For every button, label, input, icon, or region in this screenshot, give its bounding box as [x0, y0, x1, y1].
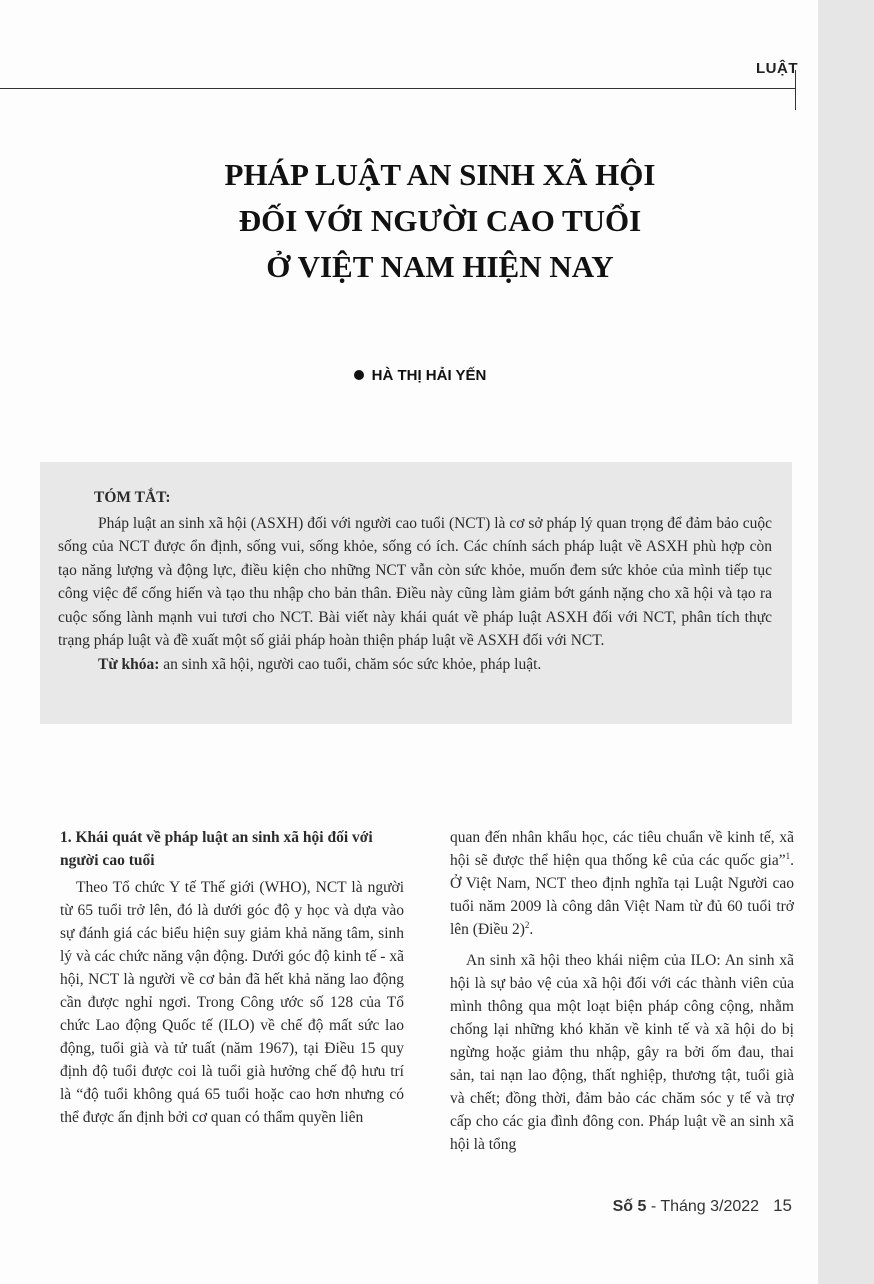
body-column-right: [450, 826, 794, 1156]
article-title: [60, 152, 820, 290]
body-paragraph: An sinh xã hội theo khái niệm của ILO: An sinh xã hội là sự bảo vệ của xã hội đối với các thành viên của mình thông qua một loạt biện pháp công cộng, nhằm chống lại những khó khăn về kinh tế và xã hội do bị ngừng hoặc giảm thu nhập, gây ra bởi ốm đau, thai sản, tai nạn lao động, thất nghiệp, thương tật, tuổi già và chết; đồng thời, đảm bảo các chăm sóc y tế và trợ cấp cho các gia đình đông con. Pháp luật về an sinh xã hội là tổng: [450, 952, 794, 1153]
section-heading: 1. Khái quát về pháp luật an sinh xã hội đối với người cao tuổi: [60, 829, 373, 869]
page-number: 15: [773, 1196, 792, 1215]
footnote-ref: 1: [785, 850, 791, 861]
page-edge-strip: [818, 0, 874, 1284]
paragraph-text: . Ở Việt Nam, NCT theo định nghĩa tại Luật Người cao tuổi năm 2009 là công dân Việt Nam từ đủ 60 tuổi trở lên (Điều 2): [450, 852, 794, 938]
title-line: PHÁP LUẬT AN SINH XÃ HỘI: [224, 157, 656, 192]
issue-label: Số 5: [612, 1198, 647, 1215]
keywords-text: an sinh xã hội, người cao tuổi, chăm sóc sức khỏe, pháp luật.: [159, 655, 542, 673]
issue-date: Tháng 3/2022: [660, 1198, 760, 1215]
page-footer: [560, 1196, 792, 1216]
title-line: Ở VIỆT NAM HIỆN NAY: [266, 249, 614, 284]
abstract: [58, 486, 772, 676]
bullet-icon: [354, 370, 364, 380]
author-line: [0, 367, 840, 384]
body-column-left: [60, 826, 404, 1129]
keywords: [58, 653, 772, 677]
paragraph-text: quan đến nhân khẩu học, các tiêu chuẩn về kinh tế, xã hội sẽ được thể hiện qua thống kê của các quốc gia”: [450, 829, 794, 869]
abstract-text: Pháp luật an sinh xã hội (ASXH) đối với người cao tuổi (NCT) là cơ sở pháp lý quan trọng để đảm bảo cuộc sống của NCT được ổn định, sống vui, sống khỏe, sống có ích. Các chính sách pháp luật về ASXH phù hợp còn tạo năng lượng và động lực, điều kiện cho những NCT vẫn còn sức khỏe, muốn đem sức khỏe của mình tiếp tục công việc để cống hiến và tạo thu nhập cho bản thân. Điều này cũng làm giảm bớt gánh nặng cho xã hội và tạo ra cuộc sống lành mạnh vui tươi cho NCT. Bài viết này khái quát về pháp luật ASXH đối với NCT, phân tích thực trạng pháp luật và đề xuất một số giải pháp hoàn thiện pháp luật về ASXH đối với NCT.: [58, 514, 772, 649]
footnote-ref: 2: [524, 919, 530, 930]
header-rule: [0, 88, 795, 89]
body-paragraph: Theo Tổ chức Y tế Thế giới (WHO), NCT là người từ 65 tuổi trở lên, đó là dưới góc độ y học và dựa vào sự đánh giá các biểu hiện suy giảm khả năng tâm, sinh lý và các chức năng vận động. Dưới góc độ kinh tế - xã hội, NCT là người về cơ bản đã hết khả năng lao động cần được nghỉ ngơi. Trong Công ước số 128 của Tổ chức Lao động Quốc tế (ILO) về chế độ mất sức lao động, tuổi già và tử tuất (năm 1967), tại Điều 15 quy định độ tuổi được coi là tuổi già hưởng chế độ hưu trí là “độ tuổi không quá 65 tuổi hoặc cao hơn nhưng có thể được ấn định bởi cơ quan có thẩm quyền liên: [60, 879, 404, 1126]
body-paragraph: [450, 826, 794, 941]
author-name: HÀ THỊ HẢI YẾN: [371, 367, 487, 384]
keywords-label: Từ khóa:: [98, 655, 160, 673]
paragraph-text: .: [529, 921, 534, 938]
issue-separator: -: [646, 1198, 661, 1215]
section-label: LUẬT: [756, 60, 798, 77]
abstract-heading: TÓM TẮT:: [94, 489, 171, 506]
title-line: ĐỐI VỚI NGƯỜI CAO TUỔI: [238, 203, 642, 238]
